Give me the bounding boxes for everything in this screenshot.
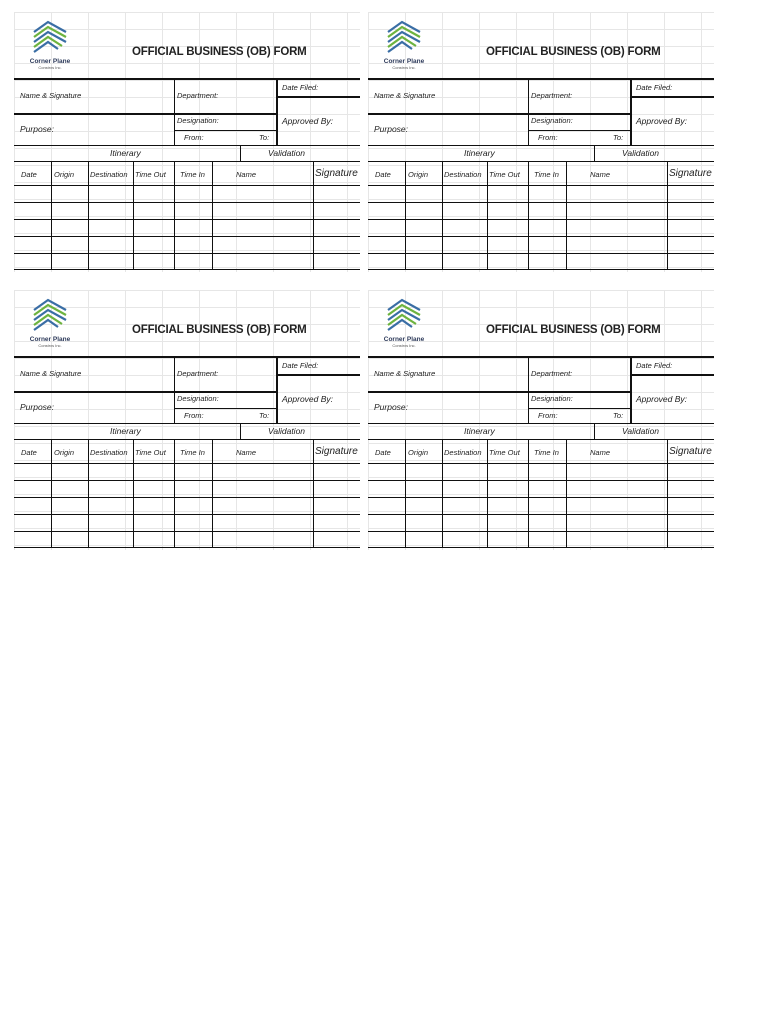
form-title: OFFICIAL BUSINESS (OB) FORM — [132, 46, 307, 58]
company-subtitle: Constrxs Inc. — [392, 343, 416, 348]
name-signature-label: Name & Signature — [20, 369, 82, 378]
approved-by-label: Approved By: — [636, 116, 688, 126]
col-origin: Origin — [54, 448, 75, 457]
col-time-in: Time In — [180, 448, 205, 457]
company-logo — [376, 20, 432, 76]
company-subtitle: Constrxs Inc. — [38, 343, 62, 348]
to-label: To: — [613, 133, 624, 142]
company-logo — [22, 298, 78, 354]
department-label: Department: — [177, 369, 219, 378]
from-label: From: — [184, 411, 204, 420]
from-label: From: — [538, 411, 558, 420]
table-body — [14, 186, 360, 270]
validation-heading: Validation — [268, 148, 306, 158]
chevron-stack-logo-icon — [32, 20, 68, 56]
col-signature: Signature — [669, 168, 712, 179]
table-header — [368, 440, 714, 464]
ob-form — [368, 12, 714, 272]
col-destination: Destination — [444, 448, 482, 457]
designation-label: Designation: — [177, 394, 219, 403]
col-origin: Origin — [408, 170, 429, 179]
chevron-stack-logo-icon — [386, 20, 422, 56]
section-row — [14, 146, 360, 162]
col-date: Date — [21, 170, 37, 179]
name-signature-label: Name & Signature — [374, 91, 436, 100]
col-time-out: Time Out — [135, 170, 166, 179]
table-header — [368, 162, 714, 186]
header-fields — [368, 78, 714, 146]
section-row — [14, 424, 360, 440]
date-filed-label: Date Filed: — [282, 83, 319, 92]
col-date: Date — [375, 448, 391, 457]
from-label: From: — [184, 133, 204, 142]
form-title: OFFICIAL BUSINESS (OB) FORM — [486, 46, 661, 58]
approved-by-label: Approved By: — [636, 394, 688, 404]
ob-form — [14, 290, 360, 550]
col-name: Name — [590, 170, 611, 179]
table-header — [14, 440, 360, 464]
col-name: Name — [236, 448, 257, 457]
designation-label: Designation: — [531, 394, 573, 403]
col-origin: Origin — [54, 170, 75, 179]
to-label: To: — [259, 133, 270, 142]
itinerary-heading: Itinerary — [464, 148, 495, 158]
chevron-stack-logo-icon — [32, 298, 68, 334]
department-label: Department: — [177, 91, 219, 100]
col-date: Date — [375, 170, 391, 179]
col-destination: Destination — [444, 170, 482, 179]
col-time-in: Time In — [534, 448, 559, 457]
company-name: Corner Plane — [383, 58, 425, 65]
header-fields — [14, 356, 360, 424]
ob-form — [368, 290, 714, 550]
header-fields — [14, 78, 360, 146]
form-title: OFFICIAL BUSINESS (OB) FORM — [486, 324, 661, 336]
col-destination: Destination — [90, 448, 128, 457]
col-name: Name — [236, 170, 257, 179]
company-name: Corner Plane — [383, 336, 425, 343]
department-label: Department: — [531, 91, 573, 100]
name-signature-label: Name & Signature — [20, 91, 82, 100]
col-signature: Signature — [669, 446, 712, 457]
col-time-out: Time Out — [135, 448, 166, 457]
from-label: From: — [538, 133, 558, 142]
date-filed-label: Date Filed: — [282, 361, 319, 370]
chevron-stack-logo-icon — [386, 298, 422, 334]
purpose-label: Purpose: — [20, 402, 55, 412]
company-subtitle: Constrxs Inc. — [392, 65, 416, 70]
form-title: OFFICIAL BUSINESS (OB) FORM — [132, 324, 307, 336]
col-name: Name — [590, 448, 611, 457]
purpose-label: Purpose: — [20, 124, 55, 134]
col-time-out: Time Out — [489, 448, 520, 457]
company-logo — [22, 20, 78, 76]
table-body — [368, 464, 714, 548]
purpose-label: Purpose: — [374, 402, 409, 412]
col-signature: Signature — [315, 168, 358, 179]
company-name: Corner Plane — [29, 336, 71, 343]
date-filed-label: Date Filed: — [636, 361, 673, 370]
ob-form — [14, 12, 360, 272]
approved-by-label: Approved By: — [282, 394, 334, 404]
department-label: Department: — [531, 369, 573, 378]
col-signature: Signature — [315, 446, 358, 457]
section-row — [368, 146, 714, 162]
purpose-label: Purpose: — [374, 124, 409, 134]
approved-by-label: Approved By: — [282, 116, 334, 126]
designation-label: Designation: — [531, 116, 573, 125]
to-label: To: — [259, 411, 270, 420]
col-time-out: Time Out — [489, 170, 520, 179]
section-row — [368, 424, 714, 440]
col-time-in: Time In — [534, 170, 559, 179]
header-fields — [368, 356, 714, 424]
validation-heading: Validation — [268, 426, 306, 436]
validation-heading: Validation — [622, 148, 660, 158]
itinerary-heading: Itinerary — [110, 426, 141, 436]
table-body — [14, 464, 360, 548]
name-signature-label: Name & Signature — [374, 369, 436, 378]
col-time-in: Time In — [180, 170, 205, 179]
validation-heading: Validation — [622, 426, 660, 436]
itinerary-heading: Itinerary — [110, 148, 141, 158]
company-logo — [376, 298, 432, 354]
date-filed-label: Date Filed: — [636, 83, 673, 92]
col-origin: Origin — [408, 448, 429, 457]
itinerary-heading: Itinerary — [464, 426, 495, 436]
company-subtitle: Constrxs Inc. — [38, 65, 62, 70]
company-name: Corner Plane — [29, 58, 71, 65]
to-label: To: — [613, 411, 624, 420]
table-body — [368, 186, 714, 270]
designation-label: Designation: — [177, 116, 219, 125]
table-header — [14, 162, 360, 186]
col-date: Date — [21, 448, 37, 457]
col-destination: Destination — [90, 170, 128, 179]
